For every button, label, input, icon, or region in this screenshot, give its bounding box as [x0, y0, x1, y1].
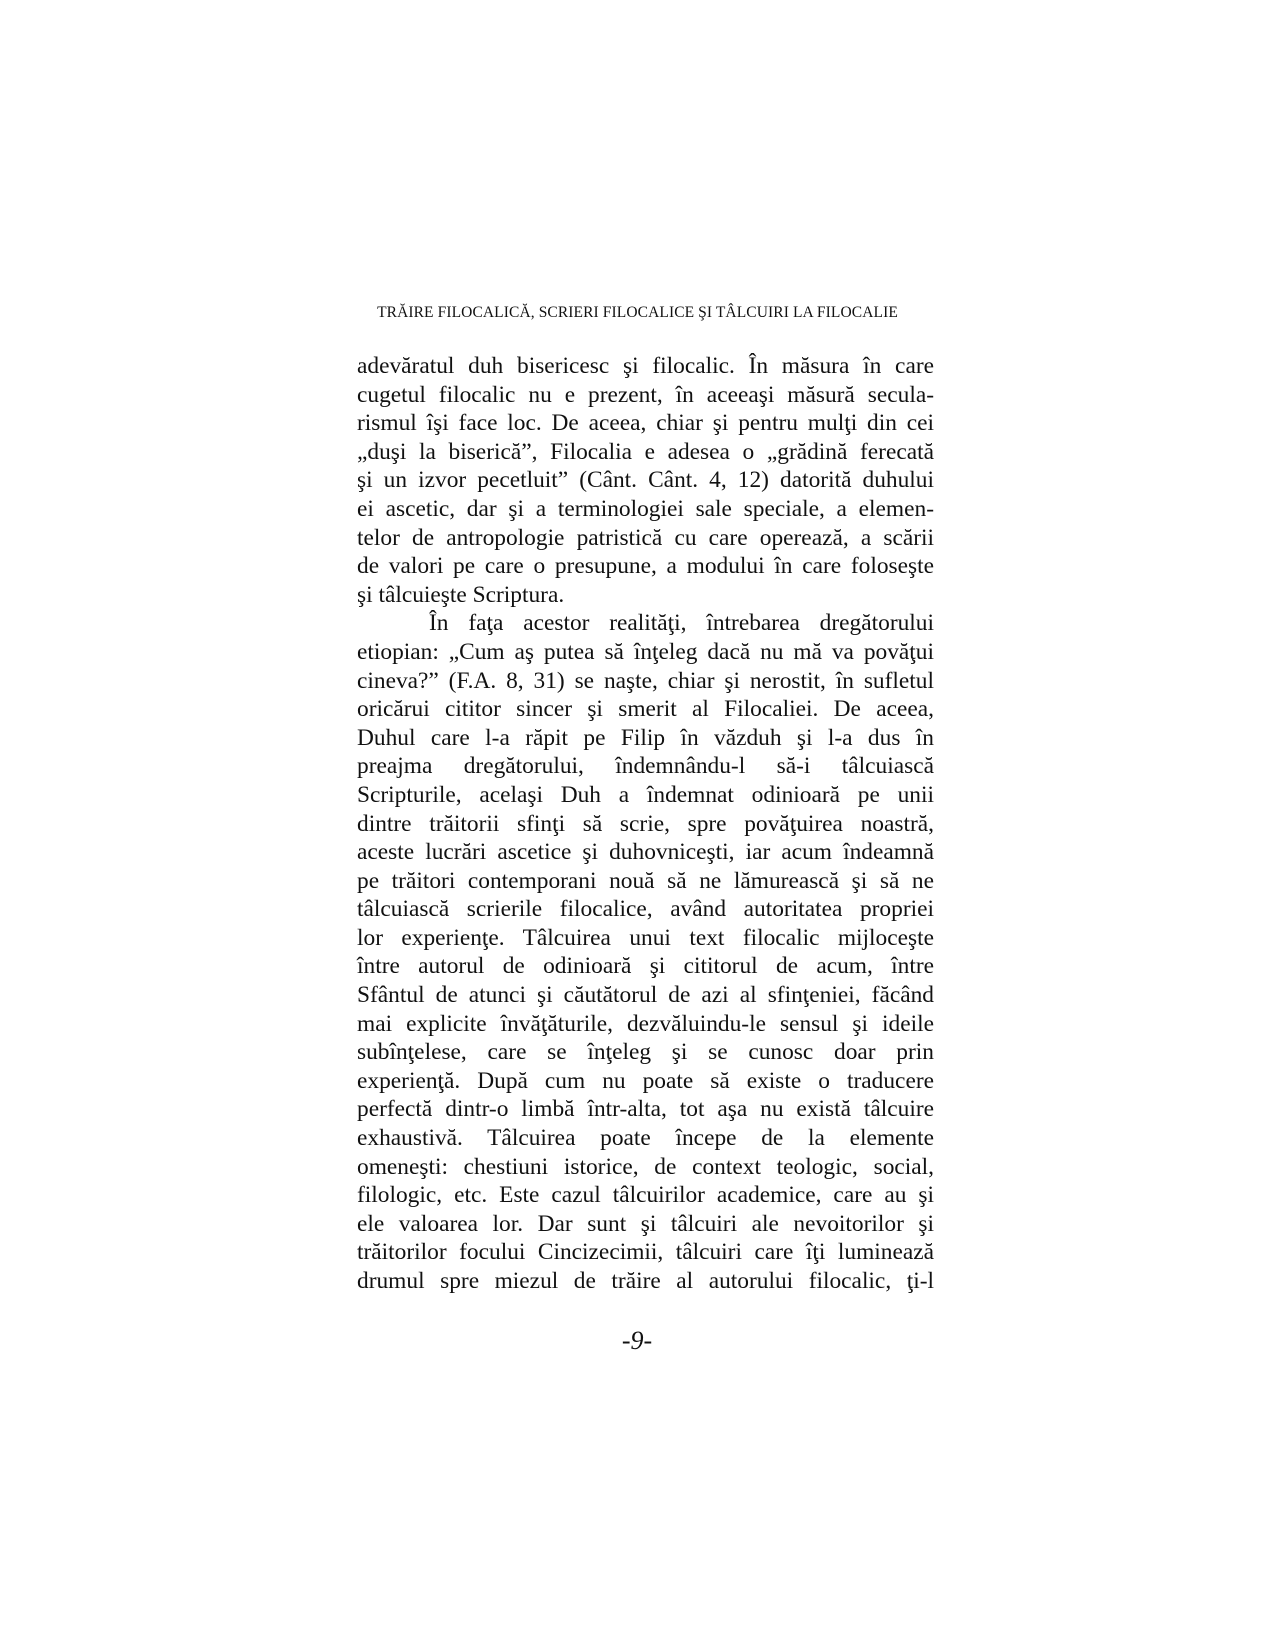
text-line: dintre trăitorii sfinţi să scrie, spre povăţuirea noastră, [357, 810, 934, 837]
text-line: ele valoarea lor. Dar sunt şi tâlcuiri ale nevoitorilor şi [357, 1210, 934, 1237]
text-line: trăitorilor focului Cincizecimii, tâlcuiri care îţi luminează [357, 1239, 934, 1266]
text-line: şi tâlcuieşte Scriptura. [357, 581, 565, 608]
text-line: etiopian: „Cum aş putea să înţeleg dacă nu mă va povăţui [357, 638, 934, 665]
text-line: experienţă. După cum nu poate să existe o traducere [357, 1067, 934, 1094]
text-line: adevăratul duh bisericesc şi filocalic. În măsura în care [357, 353, 934, 379]
text-line: pe trăitori contemporani nouă să ne lămurească şi să ne [357, 867, 934, 894]
text-line: tâlcuiască scrierile filocalice, având autoritatea propriei [357, 896, 934, 923]
text-line: preajma dregătorului, îndemnându-l să-i tâlcuiască [357, 753, 934, 780]
text-line: telor de antropologie patristică cu care operează, a scării [357, 524, 934, 551]
text-line: cugetul filocalic nu e prezent, în aceeaşi măsură secula- [357, 381, 934, 408]
text-line: În faţa acestor realităţi, întrebarea dregătorului [429, 610, 934, 637]
text-line: filologic, etc. Este cazul tâlcuirilor academice, care au şi [357, 1182, 934, 1209]
text-line: Scripturile, acelaşi Duh a îndemnat odinioară pe unii [357, 781, 934, 808]
text-line: rismul îşi face loc. De aceea, chiar şi pentru mulţi din cei [357, 410, 934, 437]
text-line: de valori pe care o presupune, a modului în care foloseşte [357, 553, 934, 580]
text-line: Sfântul de atunci şi căutătorul de azi al sfinţeniei, făcând [357, 982, 934, 1009]
text-line: aceste lucrări ascetice şi duhovniceşti, iar acum îndeamnă [357, 839, 934, 866]
text-line: între autorul de odinioară şi cititorul de acum, între [357, 953, 934, 980]
text-line: exhaustivă. Tâlcuirea poate începe de la elemente [357, 1125, 934, 1152]
text-line: Duhul care l-a răpit pe Filip în văzduh şi l-a dus în [357, 724, 934, 751]
text-line: subînţelese, care se înţeleg şi se cunosc doar prin [357, 1039, 934, 1066]
text-line: mai explicite învăţăturile, dezvăluindu-le sensul şi ideile [357, 1010, 934, 1037]
text-line: drumul spre miezul de trăire al autorului filocalic, ţi-l [357, 1268, 934, 1294]
running-header: TRĂIRE FILOCALICĂ, SCRIERI FILOCALICE ŞI TÂLCUIRI LA FILOCALIE [377, 304, 898, 321]
body-text [357, 352, 934, 1296]
text-line: perfectă dintr-o limbă într-alta, tot aşa nu există tâlcuire [357, 1096, 934, 1123]
page-number: -9- [621, 1326, 653, 1355]
text-line: omeneşti: chestiuni istorice, de context teologic, social, [357, 1153, 934, 1180]
text-line: ei ascetic, dar şi a terminologiei sale speciale, a elemen- [357, 495, 934, 522]
text-line: „duşi la biserică”, Filocalia e adesea o „grădină ferecată [357, 438, 934, 465]
text-line: cineva?” (F.A. 8, 31) se naşte, chiar şi nerostit, în sufletul [357, 667, 934, 694]
text-line: lor experienţe. Tâlcuirea unui text filocalic mijloceşte [357, 924, 934, 951]
text-line: şi un izvor pecetluit” (Cânt. Cânt. 4, 12) datorită duhului [357, 467, 934, 494]
text-line: oricărui cititor sincer şi smerit al Filocaliei. De aceea, [357, 696, 934, 723]
